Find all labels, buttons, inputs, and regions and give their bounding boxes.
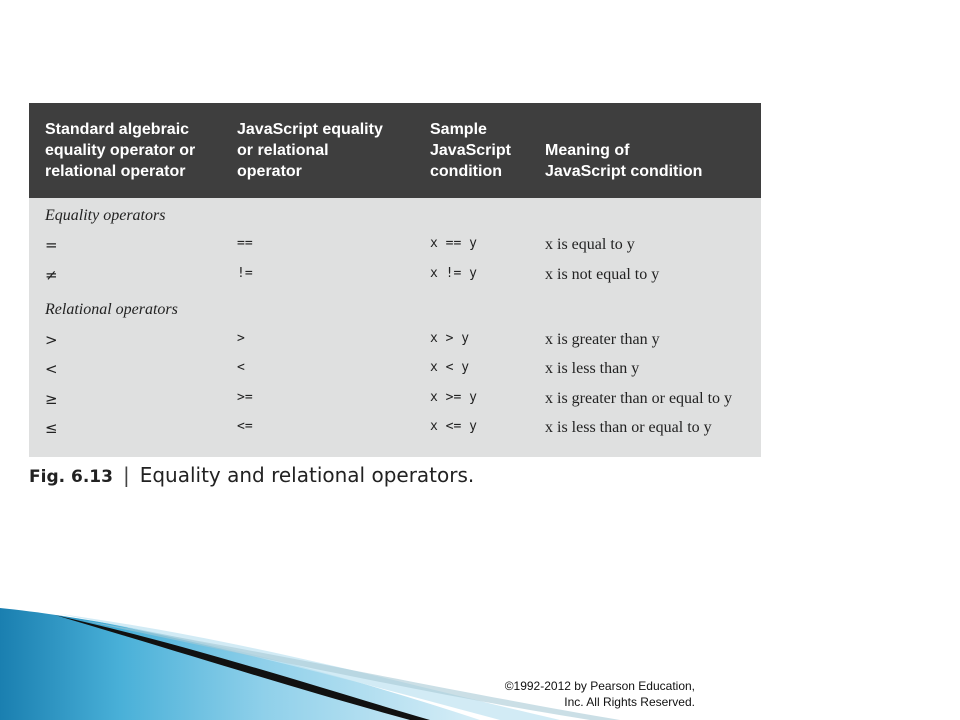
copyright-notice: ©1992-2012 by Pearson Education, Inc. All Rights Reserved. [504,679,695,709]
header-js-operator: JavaScript equality or relational operator [237,121,383,180]
cell-algebraic: ≤ [45,419,58,437]
table-row [29,236,761,260]
cell-meaning: x is equal to y [545,236,635,253]
figure-number: Fig. 6.13 [29,467,113,487]
decorative-swoosh [0,600,960,720]
header-algebraic: Standard algebraic equality operator or relational operator [45,121,196,180]
cell-js: < [237,360,245,375]
cell-sample: x >= y [430,390,477,405]
cell-js: == [237,236,253,251]
cell-algebraic: < [45,360,58,378]
cell-meaning: x is not equal to y [545,266,660,283]
section-label-relational: Relational operators [45,301,178,318]
cell-sample: x <= y [430,419,477,434]
caption-separator: | [122,463,130,487]
cell-sample: x == y [430,236,477,251]
cell-meaning: x is greater than y [545,331,660,348]
caption-text: Equality and relational operators. [139,463,475,487]
cell-meaning: x is greater than or equal to y [545,390,733,407]
cell-sample: x != y [430,266,477,281]
table-row [29,419,761,443]
cell-algebraic: = [45,236,58,254]
table-row [29,360,761,384]
cell-js: >= [237,390,253,405]
cell-js: <= [237,419,253,434]
cell-algebraic: ≥ [45,390,58,408]
operators-table [29,103,761,457]
cell-meaning: x is less than or equal to y [545,419,712,436]
cell-meaning: x is less than y [545,360,640,377]
header-sample: Sample JavaScript condition [430,121,511,180]
header-meaning: Meaning of JavaScript condition [545,142,703,180]
table-row [29,390,761,414]
table-row [29,331,761,355]
cell-js: > [237,331,245,346]
cell-algebraic: ≠ [45,266,58,284]
cell-js: != [237,266,253,281]
figure-caption [29,463,474,487]
cell-sample: x > y [430,331,470,346]
table-header [29,103,761,198]
cell-sample: x < y [430,360,470,375]
table-row [29,266,761,290]
section-label-equality: Equality operators [45,207,166,224]
cell-algebraic: > [45,331,58,349]
